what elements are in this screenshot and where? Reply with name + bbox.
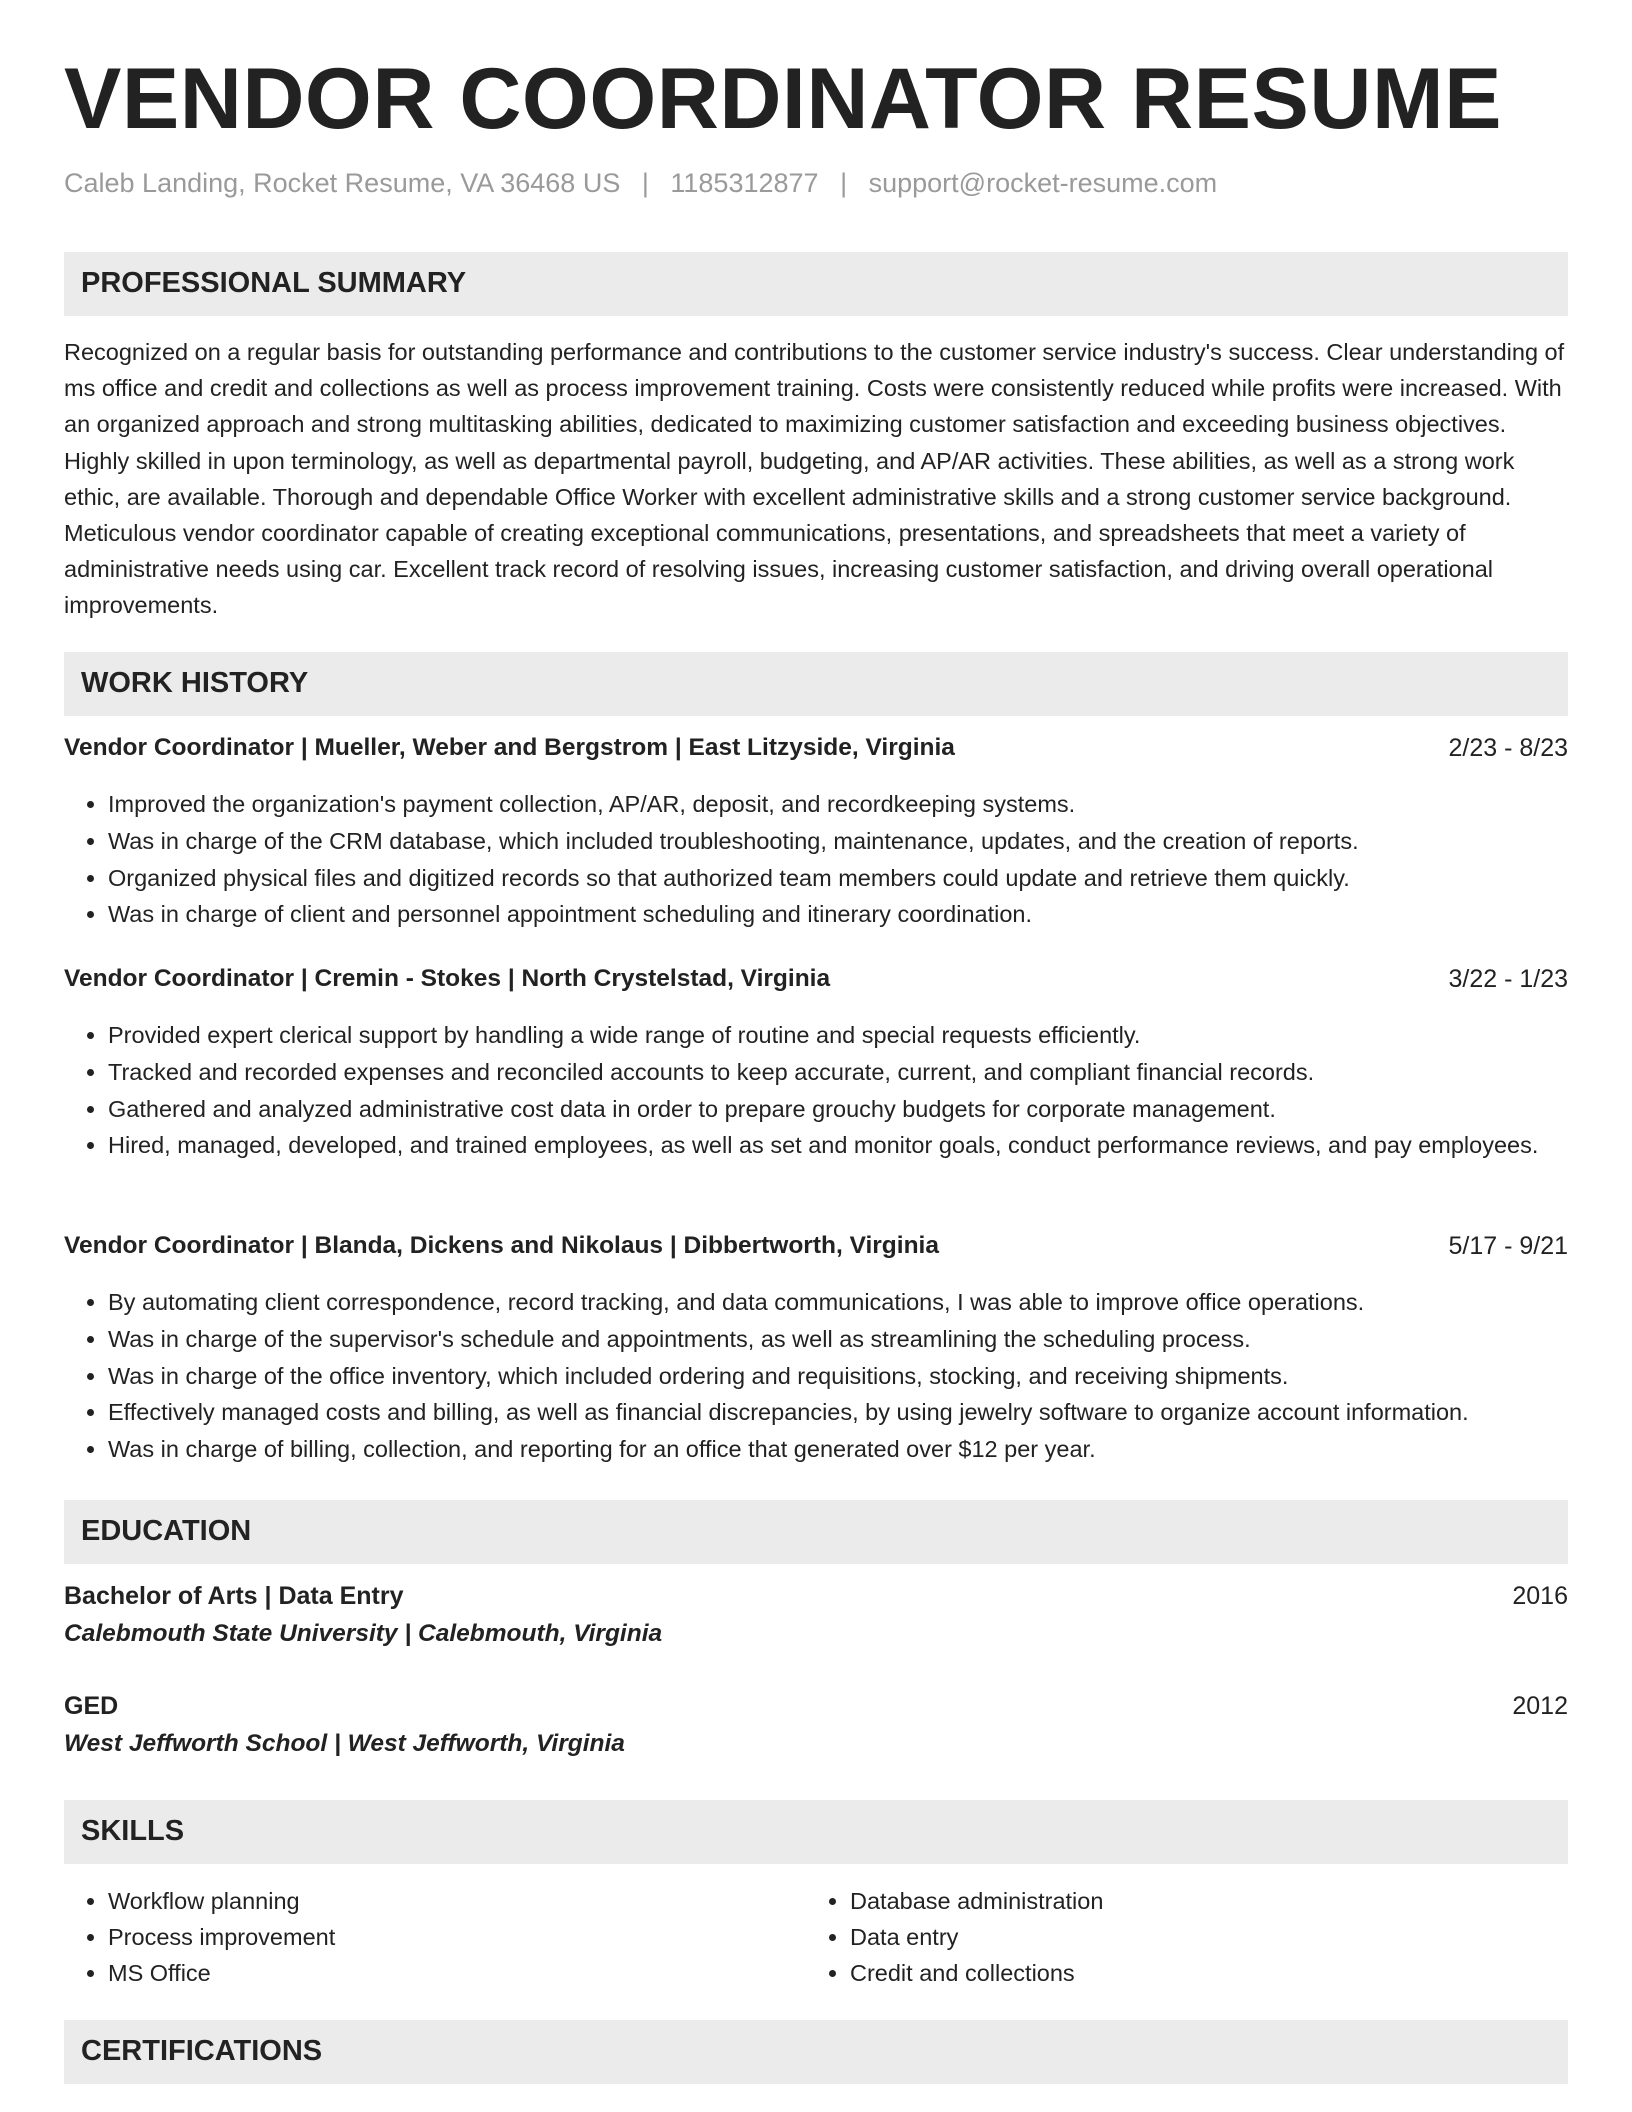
skill-item: • Credit and collections [850, 1955, 1506, 1991]
job-bullet: • Gathered and analyzed administrative cost data in order to prepare grouchy budgets for corporate management. [108, 1091, 1568, 1128]
skill-item: • Process improvement [108, 1919, 764, 1955]
contact-email: support@rocket-resume.com [868, 168, 1218, 198]
job-bullets [64, 1284, 1568, 1468]
contact-line [64, 168, 1217, 199]
contact-separator: | [641, 168, 649, 198]
contact-address: Caleb Landing, Rocket Resume, VA 36468 US [64, 168, 621, 198]
job-bullet: • Hired, managed, developed, and trained employees, as well as set and monitor goals, conduct performance reviews, and pay employees. [108, 1127, 1568, 1164]
certifications-section-title: CERTIFICATIONS [81, 2035, 323, 2067]
job-bullet: • Tracked and recorded expenses and reconciled accounts to keep accurate, current, and compliant financial records. [108, 1054, 1568, 1091]
education-section-header [64, 1500, 1568, 1564]
summary-text: Recognized on a regular basis for outstanding performance and contributions to the customer service industry's success. Clear understanding of ms office and credit and collections as well as process improvement training. Costs were consistently reduced while profits were increased. With an organized approach and strong multitasking abilities, dedicated to maximizing customer satisfaction and exceeding business objectives. Highly skilled in upon terminology, as well as departmental payroll, budgeting, and AP/AR activities. These abilities, as well as a strong work ethic, are available. Thorough and dependable Office Worker with excellent administrative skills and a strong customer service background. Meticulous vendor coordinator capable of creating exceptional communications, presentations, and spreadsheets that meet a variety of administrative needs using car. Excellent track record of resolving issues, increasing customer satisfaction, and driving overall operational improvements. [64, 339, 1565, 619]
job-title: Vendor Coordinator | Blanda, Dickens and Nikolaus | Dibbertworth, Virginia [64, 1232, 939, 1259]
job-dates: 2/23 - 8/23 [1448, 734, 1568, 762]
education-entry-header [64, 1582, 1568, 1618]
skill-item: • Database administration [850, 1883, 1506, 1919]
job-bullet: • Was in charge of the CRM database, which included troubleshooting, maintenance, updates, and the creation of reports. [108, 823, 1568, 860]
education-section-title: EDUCATION [81, 1515, 252, 1547]
job-bullet: • By automating client correspondence, record tracking, and data communications, I was able to improve office operations. [108, 1284, 1568, 1321]
job-bullet: • Was in charge of billing, collection, and reporting for an office that generated over $12 per year. [108, 1431, 1568, 1468]
job-header [64, 734, 1568, 770]
skill-item: • Workflow planning [108, 1883, 764, 1919]
job-bullet: • Effectively managed costs and billing, as well as financial discrepancies, by using jewelry software to organize account information. [108, 1394, 1568, 1431]
job-dates: 3/22 - 1/23 [1448, 965, 1568, 993]
education-degree: Bachelor of Arts | Data Entry [64, 1582, 404, 1610]
resume-title: VENDOR COORDINATOR RESUME [64, 51, 1502, 147]
contact-phone: 1185312877 [670, 168, 819, 198]
job-bullets [64, 1017, 1568, 1164]
job-bullet: • Was in charge of client and personnel appointment scheduling and itinerary coordination. [108, 896, 1568, 933]
job-bullet: • Provided expert clerical support by handling a wide range of routine and special requests efficiently. [108, 1017, 1568, 1054]
summary-section-title: PROFESSIONAL SUMMARY [81, 267, 467, 299]
education-entry-header [64, 1692, 1568, 1728]
education-school: West Jeffworth School | West Jeffworth, Virginia [64, 1730, 625, 1757]
job-header [64, 965, 1568, 1001]
skill-item: • Data entry [850, 1919, 1506, 1955]
skills-list-left [64, 1883, 764, 1991]
job-bullet: • Organized physical files and digitized records so that authorized team members could update and retrieve them quickly. [108, 860, 1568, 897]
job-bullet: • Improved the organization's payment collection, AP/AR, deposit, and recordkeeping systems. [108, 786, 1568, 823]
job-dates: 5/17 - 9/21 [1448, 1232, 1568, 1260]
job-bullets [64, 786, 1568, 933]
work-section-header [64, 652, 1568, 716]
job-bullet: • Was in charge of the supervisor's schedule and appointments, as well as streamlining the scheduling process. [108, 1321, 1568, 1358]
education-degree: GED [64, 1692, 119, 1720]
job-title: Vendor Coordinator | Mueller, Weber and Bergstrom | East Litzyside, Virginia [64, 734, 955, 761]
education-year: 2016 [1512, 1582, 1568, 1610]
work-section-title: WORK HISTORY [81, 667, 309, 699]
job-title: Vendor Coordinator | Cremin - Stokes | North Crystelstad, Virginia [64, 965, 831, 992]
education-school: Calebmouth State University | Calebmouth, Virginia [64, 1620, 663, 1647]
summary-section-header [64, 252, 1568, 316]
job-header [64, 1232, 1568, 1268]
certifications-section-header [64, 2020, 1568, 2084]
job-bullet: • Was in charge of the office inventory, which included ordering and requisitions, stocking, and receiving shipments. [108, 1358, 1568, 1395]
skills-section-title: SKILLS [81, 1815, 185, 1847]
skills-section-header [64, 1800, 1568, 1864]
contact-separator: | [840, 168, 848, 198]
skill-item: • MS Office [108, 1955, 764, 1991]
education-year: 2012 [1512, 1692, 1568, 1720]
skills-list-right [806, 1883, 1506, 1991]
